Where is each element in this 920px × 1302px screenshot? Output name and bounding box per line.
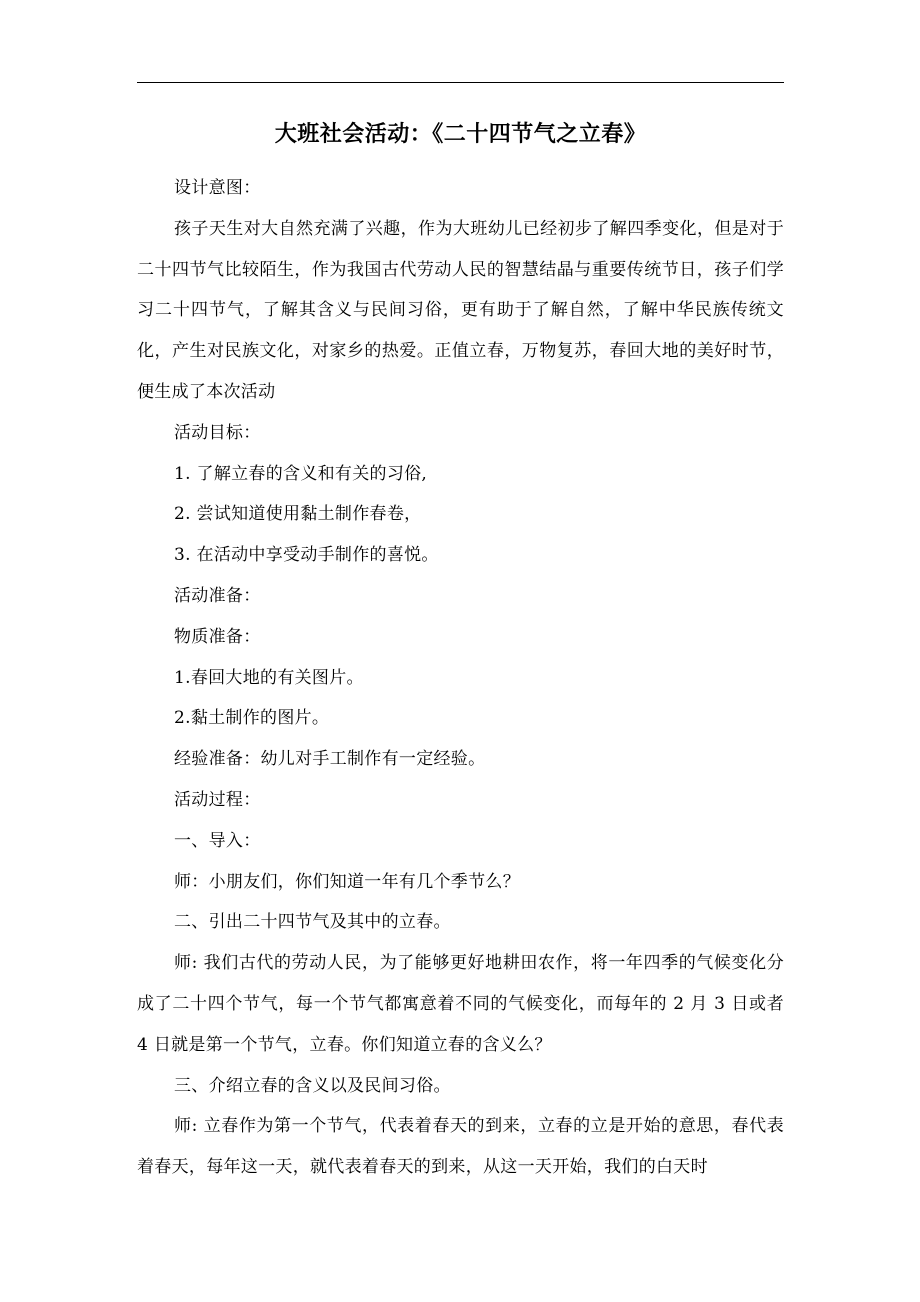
paragraph-process-heading: 活动过程： xyxy=(174,789,261,810)
paragraph-step-1-heading: 一、导入： xyxy=(174,830,261,851)
paragraph-teacher-explanation-2: 师: 立春作为第一个节气，代表着春天的到来，立春的立是开始的意思，春代表着春天，每年这一天，就代表着春天的到来，从这一天开始，我们的白天时 xyxy=(137,1116,784,1178)
paragraph-design-intent: 孩子天生对大自然充满了兴趣，作为大班幼儿已经初步了解四季变化，但是对于二十四节气比较陌生，作为我国古代劳动人民的智慧结晶与重要传统节日，孩子们学习二十四节气，了解其含义与民间习俗，更有助于了解自然，了解中华民族传统文化，产生对民族文化，对家乡的热爱。正值立春，万物复苏，春回大地的美好时节，便生成了本次活动 xyxy=(137,218,784,402)
paragraph-preparation-heading: 活动准备： xyxy=(174,585,261,606)
document-title: 大班社会活动：《二十四节气之立春》 xyxy=(274,122,647,147)
paragraph-teacher-explanation-1: 师: 我们古代的劳动人民，为了能够更好地耕田农作，将一年四季的气候变化分成了二十四个节气，每一个节气都寓意着不同的气候变化，而每年的 2 月 3 日或者 4 日就是第一个节气，立春。你们知道立春的含义么？ xyxy=(137,953,784,1055)
paragraph-step-2-heading: 二、引出二十四节气及其中的立春。 xyxy=(174,912,451,933)
paragraph-material-1: 1.春回大地的有关图片。 xyxy=(174,667,364,688)
paragraph-step-3-heading: 三、介绍立春的含义以及民间习俗。 xyxy=(174,1075,451,1096)
header-rule xyxy=(137,82,784,83)
paragraph-material-preparation: 物质准备： xyxy=(174,626,261,647)
paragraph-goals-heading: 活动目标： xyxy=(174,422,261,443)
paragraph-goal-3: 3. 在活动中享受动手制作的喜悦。 xyxy=(174,545,439,566)
paragraph-design-intent-heading: 设计意图： xyxy=(174,178,261,198)
paragraph-goal-1: 1. 了解立春的含义和有关的习俗, xyxy=(174,463,428,484)
paragraph-material-2: 2.黏土制作的图片。 xyxy=(174,708,330,729)
paragraph-teacher-question-1: 师：小朋友们，你们知道一年有几个季节么？ xyxy=(174,871,520,892)
paragraph-experience-preparation: 经验准备：幼儿对手工制作有一定经验。 xyxy=(174,749,486,770)
document-body xyxy=(137,168,784,1188)
paragraph-goal-2: 2. 尝试知道使用黏土制作春卷， xyxy=(174,504,422,525)
